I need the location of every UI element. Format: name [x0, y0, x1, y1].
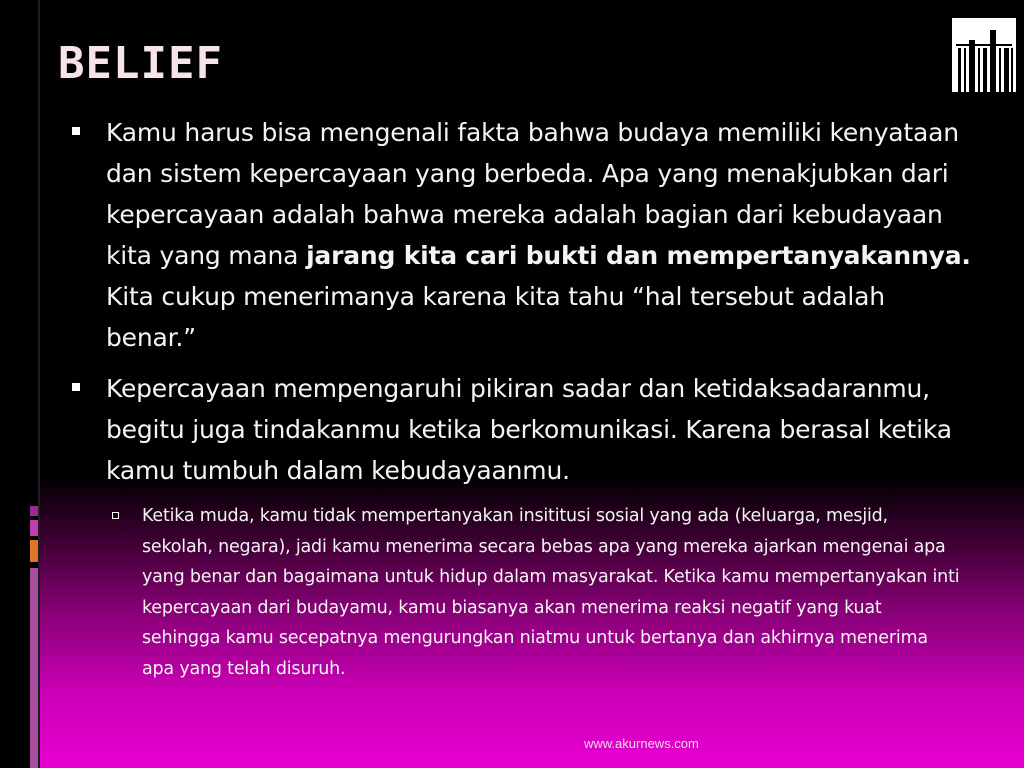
square-bullet-icon: [72, 383, 80, 391]
bullet-text: Kamu harus bisa mengenali fakta bahwa budaya memiliki kenyataan dan sistem kepercayaan yang berbeda. Apa yang menakjubkan dari kepercayaan adalah bahwa mereka adalah bagian dari kebudayaan kita yang mana: [106, 118, 959, 270]
slide-content: [70, 112, 980, 684]
subbullet-item: [106, 501, 962, 684]
vertical-bars-decoration-icon: [952, 18, 1016, 92]
accent-bar: [30, 568, 38, 768]
bullet-text: Kepercayaan mempengaruhi pikiran sadar dan ketidaksadaranmu, begitu juga tindakanmu ketika berkomunikasi. Karena berasal ketika kamu tumbuh dalam kebudayaanmu.: [106, 374, 952, 485]
hollow-square-bullet-icon: [112, 512, 119, 519]
accent-bar: [30, 520, 38, 536]
bullet-text-continued: Kita cukup menerimanya karena kita tahu “hal tersebut adalah benar.”: [106, 282, 885, 352]
left-border-rule: [38, 0, 40, 768]
accent-bar: [30, 540, 38, 562]
bullet-item: [70, 112, 980, 358]
slide-title: BELIEF: [58, 38, 223, 89]
bullet-emphasis: jarang kita cari bukti dan mempertanyakannya.: [306, 241, 971, 270]
subbullet-text: Ketika muda, kamu tidak mempertanyakan insititusi sosial yang ada (keluarga, mesjid, sekolah, negara), jadi kamu menerima secara bebas apa yang mereka ajarkan mengenai apa yang benar dan bagaimana untuk hidup dalam masyarakat. Ketika kamu mempertanyakan inti kepercayaan dari budayamu, kamu biasanya akan menerima reaksi negatif yang kuat sehingga kamu secepatnya mengurungkan niatmu untuk bertanya dan akhirnya menerima apa yang telah disuruh.: [142, 506, 960, 679]
bullet-item: [70, 368, 980, 491]
square-bullet-icon: [72, 127, 80, 135]
left-border: [0, 0, 40, 768]
accent-bar: [30, 506, 38, 516]
footer-url: www.akurnews.com: [584, 736, 699, 751]
